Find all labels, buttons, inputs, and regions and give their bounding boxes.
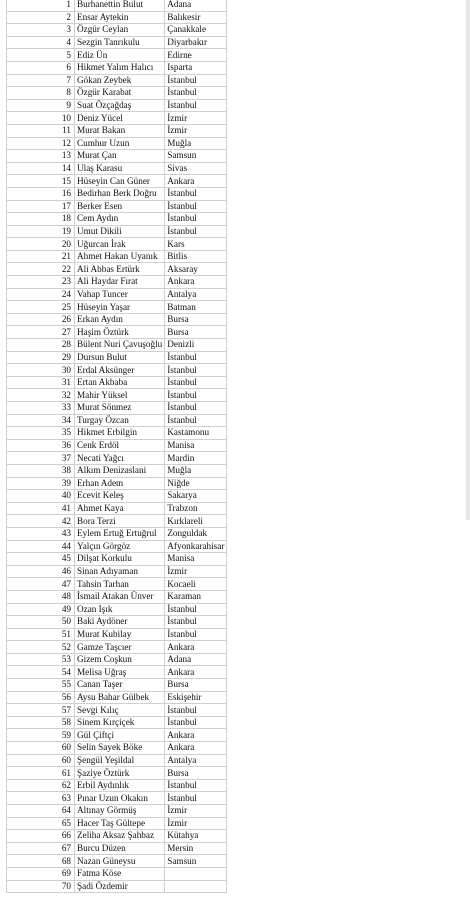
city-name: Niğde bbox=[165, 477, 227, 490]
table-row bbox=[7, 200, 227, 213]
table-row bbox=[7, 880, 227, 893]
row-number: 70 bbox=[7, 880, 75, 893]
person-name: Uğurcan İrak bbox=[75, 238, 165, 251]
row-number: 26 bbox=[7, 313, 75, 326]
row-number: 66 bbox=[7, 830, 75, 843]
row-number: 57 bbox=[7, 704, 75, 717]
table-row bbox=[7, 162, 227, 175]
city-name: Afyonkarahisar bbox=[165, 540, 227, 553]
table-row bbox=[7, 477, 227, 490]
person-name: Turgay Özcan bbox=[75, 414, 165, 427]
row-number: 34 bbox=[7, 414, 75, 427]
city-name: Ankara bbox=[165, 742, 227, 755]
city-name: İstanbul bbox=[165, 99, 227, 112]
person-name: Berker Esen bbox=[75, 200, 165, 213]
row-number: 24 bbox=[7, 288, 75, 301]
person-name: İsmail Atakan Ünver bbox=[75, 590, 165, 603]
person-name: Ecevit Keleş bbox=[75, 490, 165, 503]
city-name: Ankara bbox=[165, 276, 227, 289]
city-name: Batman bbox=[165, 301, 227, 314]
person-name: Vahap Tuncer bbox=[75, 288, 165, 301]
person-name: Haşim Öztürk bbox=[75, 326, 165, 339]
row-number: 67 bbox=[7, 842, 75, 855]
person-name: Necati Yağcı bbox=[75, 452, 165, 465]
city-name: Karaman bbox=[165, 590, 227, 603]
person-name: Umut Dikili bbox=[75, 225, 165, 238]
person-name: Eylem Ertuğ Ertuğrul bbox=[75, 527, 165, 540]
row-number: 53 bbox=[7, 653, 75, 666]
row-number: 12 bbox=[7, 137, 75, 150]
person-name: Baki Aydöner bbox=[75, 616, 165, 629]
person-name: Ertan Akbaba bbox=[75, 376, 165, 389]
city-name: İstanbul bbox=[165, 389, 227, 402]
table-row bbox=[7, 716, 227, 729]
person-name: Erbil Aydınlık bbox=[75, 779, 165, 792]
person-name: Burhanettin Bulut bbox=[75, 0, 165, 11]
row-number: 33 bbox=[7, 402, 75, 415]
person-name: Hüseyin Yaşar bbox=[75, 301, 165, 314]
row-number: 41 bbox=[7, 502, 75, 515]
person-name: Cumhur Uzun bbox=[75, 137, 165, 150]
city-name: Antalya bbox=[165, 754, 227, 767]
city-name: İstanbul bbox=[165, 414, 227, 427]
table-row bbox=[7, 653, 227, 666]
table-row bbox=[7, 729, 227, 742]
person-name: Murat Kubilay bbox=[75, 628, 165, 641]
city-name: İstanbul bbox=[165, 87, 227, 100]
city-name bbox=[165, 867, 227, 880]
city-name: Kırklareli bbox=[165, 515, 227, 528]
city-name: Muğla bbox=[165, 464, 227, 477]
table-row bbox=[7, 49, 227, 62]
table-row bbox=[7, 867, 227, 880]
row-number: 36 bbox=[7, 439, 75, 452]
table-row bbox=[7, 805, 227, 818]
city-name: Samsun bbox=[165, 855, 227, 868]
city-name: Kütahya bbox=[165, 830, 227, 843]
city-name: İzmir bbox=[165, 817, 227, 830]
table-row bbox=[7, 439, 227, 452]
row-number: 52 bbox=[7, 641, 75, 654]
person-name: Ahmet Kaya bbox=[75, 502, 165, 515]
row-number: 37 bbox=[7, 452, 75, 465]
table-row bbox=[7, 414, 227, 427]
city-name: İstanbul bbox=[165, 213, 227, 226]
person-name: Dursun Bulut bbox=[75, 351, 165, 364]
city-name: Çanakkale bbox=[165, 24, 227, 37]
row-number: 4 bbox=[7, 36, 75, 49]
city-name: İzmir bbox=[165, 565, 227, 578]
city-name: Ankara bbox=[165, 729, 227, 742]
row-number: 8 bbox=[7, 87, 75, 100]
table-row bbox=[7, 452, 227, 465]
row-number: 2 bbox=[7, 11, 75, 24]
table-row bbox=[7, 250, 227, 263]
table-row bbox=[7, 603, 227, 616]
row-number: 61 bbox=[7, 767, 75, 780]
row-number: 30 bbox=[7, 364, 75, 377]
person-name: Bedirhan Berk Doğru bbox=[75, 187, 165, 200]
table-row bbox=[7, 87, 227, 100]
row-number: 7 bbox=[7, 74, 75, 87]
row-number: 47 bbox=[7, 578, 75, 591]
city-name: Kocaeli bbox=[165, 578, 227, 591]
row-number: 58 bbox=[7, 716, 75, 729]
table-row bbox=[7, 0, 227, 11]
table-row bbox=[7, 565, 227, 578]
table-row bbox=[7, 628, 227, 641]
city-name: Trabzon bbox=[165, 502, 227, 515]
person-name: Pınar Uzun Okakın bbox=[75, 792, 165, 805]
table-row bbox=[7, 490, 227, 503]
row-number: 45 bbox=[7, 553, 75, 566]
city-name: Ankara bbox=[165, 666, 227, 679]
person-name: Mahir Yüksel bbox=[75, 389, 165, 402]
table-row bbox=[7, 225, 227, 238]
person-name: Suat Özçağdaş bbox=[75, 99, 165, 112]
person-name: Erkan Aydın bbox=[75, 313, 165, 326]
table-body bbox=[7, 0, 227, 893]
table-row bbox=[7, 263, 227, 276]
table-row bbox=[7, 616, 227, 629]
city-name: İstanbul bbox=[165, 704, 227, 717]
city-name: Adana bbox=[165, 653, 227, 666]
row-number: 46 bbox=[7, 565, 75, 578]
row-number: 27 bbox=[7, 326, 75, 339]
person-name: Ediz Ün bbox=[75, 49, 165, 62]
person-name: Gamze Taşcıer bbox=[75, 641, 165, 654]
row-number: 48 bbox=[7, 590, 75, 603]
city-name: Kastamonu bbox=[165, 427, 227, 440]
city-name: İstanbul bbox=[165, 402, 227, 415]
city-name: Bursa bbox=[165, 679, 227, 692]
row-number: 21 bbox=[7, 250, 75, 263]
table-row bbox=[7, 540, 227, 553]
table-row bbox=[7, 376, 227, 389]
table-row bbox=[7, 24, 227, 37]
table-row bbox=[7, 754, 227, 767]
table-row bbox=[7, 855, 227, 868]
person-name: Sinan Adıyaman bbox=[75, 565, 165, 578]
row-number: 42 bbox=[7, 515, 75, 528]
row-number: 51 bbox=[7, 628, 75, 641]
row-number: 40 bbox=[7, 490, 75, 503]
person-name: Cenk Erdöl bbox=[75, 439, 165, 452]
table-row bbox=[7, 590, 227, 603]
city-name: İzmir bbox=[165, 112, 227, 125]
row-number: 19 bbox=[7, 225, 75, 238]
table-row bbox=[7, 61, 227, 74]
person-name: Nazan Güneysu bbox=[75, 855, 165, 868]
table-row bbox=[7, 842, 227, 855]
table-row bbox=[7, 553, 227, 566]
city-name: Ankara bbox=[165, 175, 227, 188]
row-number: 54 bbox=[7, 666, 75, 679]
table-row bbox=[7, 742, 227, 755]
table-row bbox=[7, 641, 227, 654]
table-row bbox=[7, 301, 227, 314]
person-name: Ulaş Karasu bbox=[75, 162, 165, 175]
row-number: 56 bbox=[7, 691, 75, 704]
table-row bbox=[7, 339, 227, 352]
city-name bbox=[165, 880, 227, 893]
person-name: Yalçın Görgöz bbox=[75, 540, 165, 553]
row-number: 5 bbox=[7, 49, 75, 62]
city-name: İstanbul bbox=[165, 74, 227, 87]
city-name: İstanbul bbox=[165, 225, 227, 238]
row-number: 11 bbox=[7, 124, 75, 137]
row-number: 20 bbox=[7, 238, 75, 251]
row-number: 10 bbox=[7, 112, 75, 125]
person-name: Ali Abbas Ertürk bbox=[75, 263, 165, 276]
row-number: 59 bbox=[7, 729, 75, 742]
person-name: Özgür Karabat bbox=[75, 87, 165, 100]
row-number: 68 bbox=[7, 855, 75, 868]
person-name: Murat Çan bbox=[75, 150, 165, 163]
row-number: 1 bbox=[7, 0, 75, 11]
city-name: Denizli bbox=[165, 339, 227, 352]
person-name: Deniz Yücel bbox=[75, 112, 165, 125]
person-name: Şaziye Öztürk bbox=[75, 767, 165, 780]
city-name: İstanbul bbox=[165, 364, 227, 377]
table-row bbox=[7, 515, 227, 528]
person-name: Sezgin Tanrıkulu bbox=[75, 36, 165, 49]
person-name: Hüseyin Can Güner bbox=[75, 175, 165, 188]
table-row bbox=[7, 36, 227, 49]
person-name: Dilşat Korkulu bbox=[75, 553, 165, 566]
person-name: Bülent Nuri Çavuşoğlu bbox=[75, 339, 165, 352]
row-number: 38 bbox=[7, 464, 75, 477]
person-name: Zeliha Aksaz Şahbaz bbox=[75, 830, 165, 843]
city-name: Antalya bbox=[165, 288, 227, 301]
city-name: Sakarya bbox=[165, 490, 227, 503]
person-name: Ozan Işık bbox=[75, 603, 165, 616]
city-name: Aksaray bbox=[165, 263, 227, 276]
city-name: İstanbul bbox=[165, 603, 227, 616]
person-name: Özgür Ceylan bbox=[75, 24, 165, 37]
table-row bbox=[7, 99, 227, 112]
row-number: 14 bbox=[7, 162, 75, 175]
table-row bbox=[7, 313, 227, 326]
city-name: Ankara bbox=[165, 641, 227, 654]
row-number: 16 bbox=[7, 187, 75, 200]
person-name: Altınay Görmüş bbox=[75, 805, 165, 818]
row-number: 13 bbox=[7, 150, 75, 163]
city-name: Bursa bbox=[165, 313, 227, 326]
person-name: Murat Sönmez bbox=[75, 402, 165, 415]
table-row bbox=[7, 288, 227, 301]
row-number: 9 bbox=[7, 99, 75, 112]
city-name: Mardin bbox=[165, 452, 227, 465]
table-row bbox=[7, 402, 227, 415]
table-row bbox=[7, 578, 227, 591]
table-row bbox=[7, 704, 227, 717]
city-name: Kars bbox=[165, 238, 227, 251]
row-number: 32 bbox=[7, 389, 75, 402]
person-name: Erhan Adem bbox=[75, 477, 165, 490]
table-row bbox=[7, 779, 227, 792]
person-name: Sevgi Kılıç bbox=[75, 704, 165, 717]
table-row bbox=[7, 389, 227, 402]
table-row bbox=[7, 691, 227, 704]
table-row bbox=[7, 666, 227, 679]
row-number: 49 bbox=[7, 603, 75, 616]
row-number: 62 bbox=[7, 779, 75, 792]
table-row bbox=[7, 351, 227, 364]
table-row bbox=[7, 74, 227, 87]
person-name: Şadi Özdemir bbox=[75, 880, 165, 893]
row-number: 60 bbox=[7, 742, 75, 755]
city-name: İstanbul bbox=[165, 187, 227, 200]
city-name: İstanbul bbox=[165, 616, 227, 629]
city-name: Bursa bbox=[165, 767, 227, 780]
table-row bbox=[7, 527, 227, 540]
person-name: Ahmet Hakan Uyanık bbox=[75, 250, 165, 263]
city-name: Sivas bbox=[165, 162, 227, 175]
person-name: Gökan Zeybek bbox=[75, 74, 165, 87]
person-name: Alkım Denizaslani bbox=[75, 464, 165, 477]
person-name: Ali Haydar Fırat bbox=[75, 276, 165, 289]
table-row bbox=[7, 137, 227, 150]
row-number: 3 bbox=[7, 24, 75, 37]
city-name: Manisa bbox=[165, 439, 227, 452]
city-name: İzmir bbox=[165, 805, 227, 818]
row-number: 64 bbox=[7, 805, 75, 818]
table-row bbox=[7, 326, 227, 339]
city-name: İstanbul bbox=[165, 200, 227, 213]
row-number: 65 bbox=[7, 817, 75, 830]
person-name: Hikmet Yalım Halıcı bbox=[75, 61, 165, 74]
person-name: Melisa Uğraş bbox=[75, 666, 165, 679]
city-name: Adana bbox=[165, 0, 227, 11]
city-name: İzmir bbox=[165, 124, 227, 137]
person-name: Selin Sayek Böke bbox=[75, 742, 165, 755]
table-row bbox=[7, 112, 227, 125]
city-name: Edirne bbox=[165, 49, 227, 62]
city-name: İstanbul bbox=[165, 792, 227, 805]
row-number: 17 bbox=[7, 200, 75, 213]
table-row bbox=[7, 767, 227, 780]
table-row bbox=[7, 124, 227, 137]
city-name: Manisa bbox=[165, 553, 227, 566]
person-name: Aysu Bahar Gülbek bbox=[75, 691, 165, 704]
table-row bbox=[7, 11, 227, 24]
row-number: 55 bbox=[7, 679, 75, 692]
row-number: 35 bbox=[7, 427, 75, 440]
row-number: 63 bbox=[7, 792, 75, 805]
table-row bbox=[7, 464, 227, 477]
person-name: Cem Aydın bbox=[75, 213, 165, 226]
table-row bbox=[7, 276, 227, 289]
person-name: Sinem Kırçiçek bbox=[75, 716, 165, 729]
table-row bbox=[7, 679, 227, 692]
person-name: Tahsin Tarhan bbox=[75, 578, 165, 591]
city-name: İstanbul bbox=[165, 628, 227, 641]
row-number: 15 bbox=[7, 175, 75, 188]
table-row bbox=[7, 150, 227, 163]
name-list-table bbox=[6, 0, 227, 893]
person-name: Erdal Aksünger bbox=[75, 364, 165, 377]
row-number: 69 bbox=[7, 867, 75, 880]
city-name: İstanbul bbox=[165, 716, 227, 729]
city-name: Isparta bbox=[165, 61, 227, 74]
city-name: Bursa bbox=[165, 326, 227, 339]
city-name: İstanbul bbox=[165, 779, 227, 792]
table-row bbox=[7, 792, 227, 805]
page-edge-shadow bbox=[466, 0, 470, 520]
city-name: Diyarbakır bbox=[165, 36, 227, 49]
row-number: 43 bbox=[7, 527, 75, 540]
person-name: Hacer Taş Gültepe bbox=[75, 817, 165, 830]
person-name: Hikmet Erbilgin bbox=[75, 427, 165, 440]
row-number: 23 bbox=[7, 276, 75, 289]
table-row bbox=[7, 830, 227, 843]
person-name: Murat Bakan bbox=[75, 124, 165, 137]
row-number: 60 bbox=[7, 754, 75, 767]
person-name: Burcu Düzen bbox=[75, 842, 165, 855]
person-name: Gül Çiftçi bbox=[75, 729, 165, 742]
row-number: 6 bbox=[7, 61, 75, 74]
table-row bbox=[7, 502, 227, 515]
person-name: Bora Terzi bbox=[75, 515, 165, 528]
person-name: Canan Taşer bbox=[75, 679, 165, 692]
row-number: 22 bbox=[7, 263, 75, 276]
row-number: 39 bbox=[7, 477, 75, 490]
row-number: 18 bbox=[7, 213, 75, 226]
person-name: Ensar Aytekin bbox=[75, 11, 165, 24]
row-number: 44 bbox=[7, 540, 75, 553]
row-number: 28 bbox=[7, 339, 75, 352]
table-row bbox=[7, 238, 227, 251]
table-row bbox=[7, 427, 227, 440]
row-number: 50 bbox=[7, 616, 75, 629]
person-name: Gizem Coşkun bbox=[75, 653, 165, 666]
person-name: Şengül Yeşildal bbox=[75, 754, 165, 767]
table-row bbox=[7, 364, 227, 377]
city-name: Balıkesir bbox=[165, 11, 227, 24]
table-row bbox=[7, 213, 227, 226]
table-row bbox=[7, 817, 227, 830]
city-name: Mersin bbox=[165, 842, 227, 855]
city-name: İstanbul bbox=[165, 351, 227, 364]
row-number: 31 bbox=[7, 376, 75, 389]
city-name: Bitlis bbox=[165, 250, 227, 263]
table-row bbox=[7, 175, 227, 188]
row-number: 29 bbox=[7, 351, 75, 364]
city-name: Zonguldak bbox=[165, 527, 227, 540]
city-name: Samsun bbox=[165, 150, 227, 163]
table-row bbox=[7, 187, 227, 200]
row-number: 25 bbox=[7, 301, 75, 314]
person-name: Fatma Köse bbox=[75, 867, 165, 880]
city-name: Muğla bbox=[165, 137, 227, 150]
city-name: Eskişehir bbox=[165, 691, 227, 704]
city-name: İstanbul bbox=[165, 376, 227, 389]
